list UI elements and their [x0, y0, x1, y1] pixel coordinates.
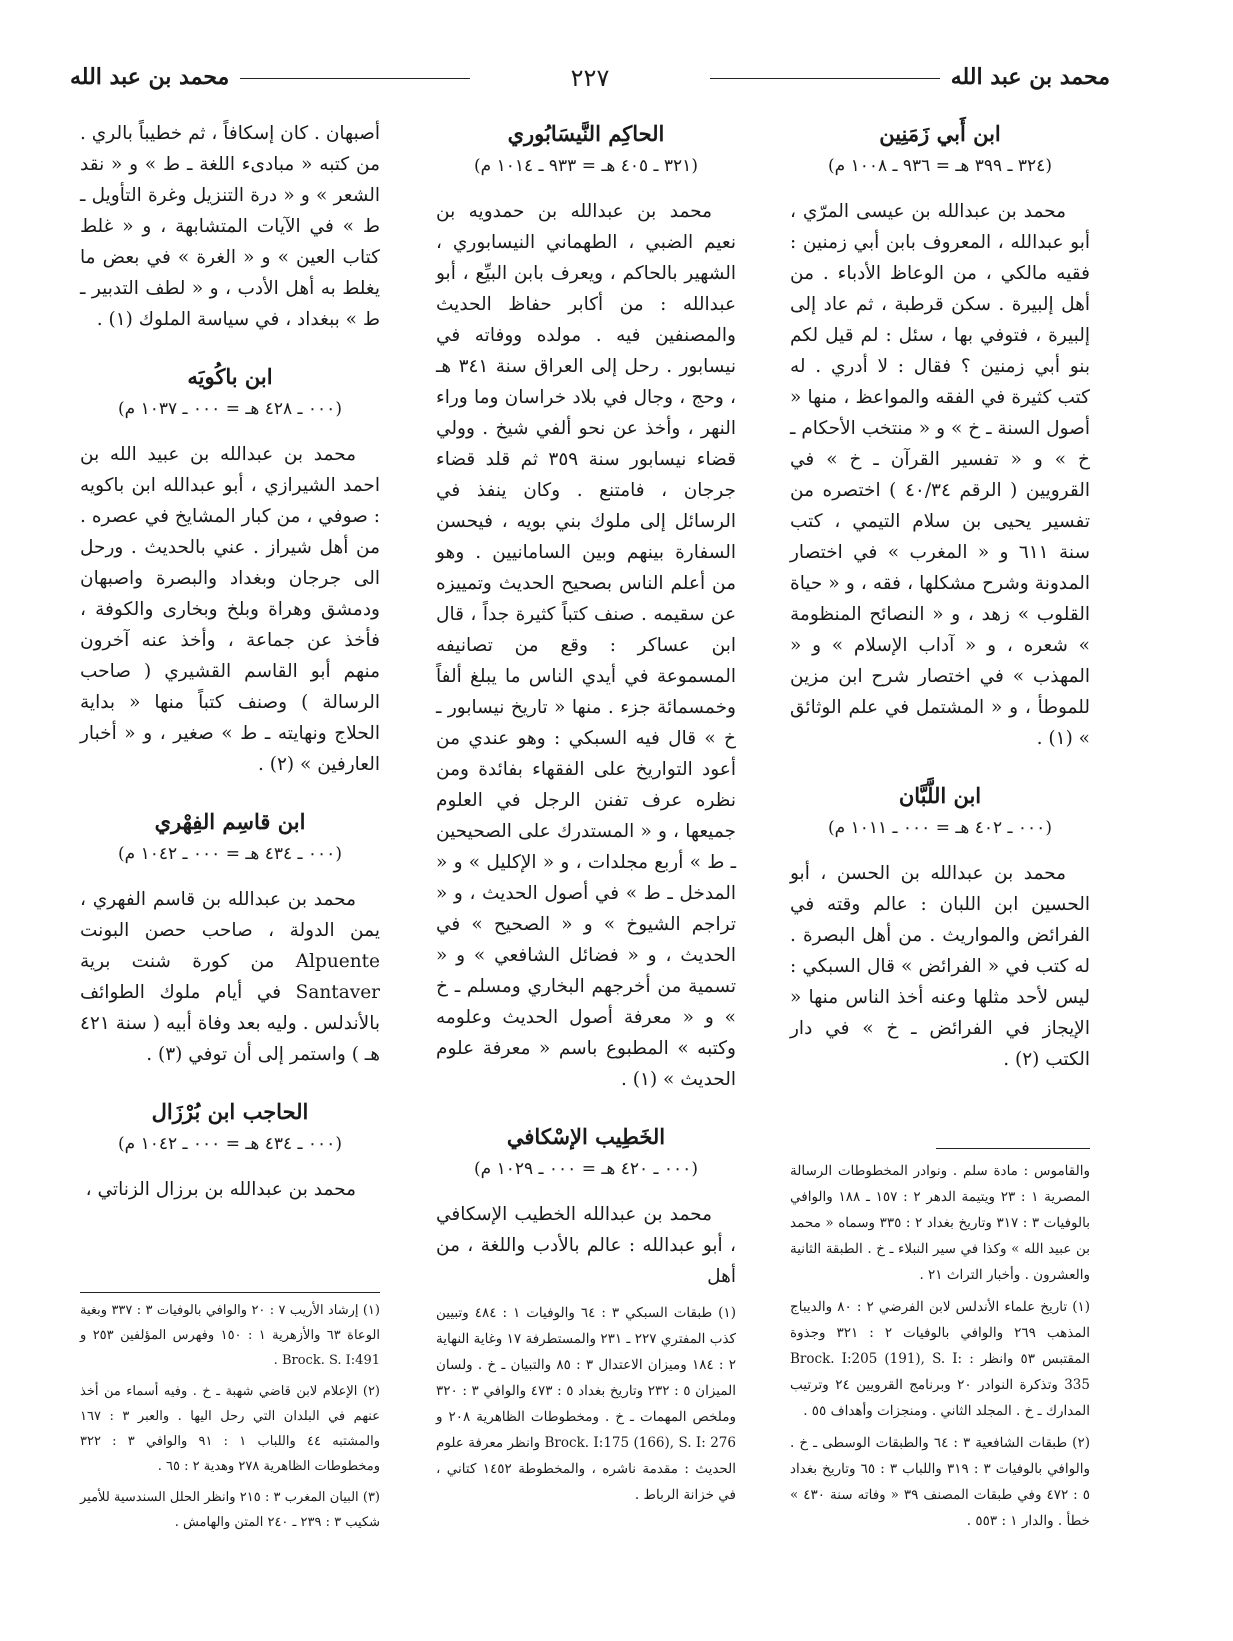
header-right-title: محمد بن عبد الله — [950, 64, 1110, 90]
entry-dates: (٠٠٠ ـ ٤٣٤ هـ = ٠٠٠ ـ ١٠٤٢ م) — [118, 1134, 342, 1154]
footnote-rule — [80, 1292, 380, 1293]
entry-body: محمد بن عبدالله بن حمدويه بن نعيم الضبي ، الطهماني النيسابوري ، الشهير بالحاكم ، ويعرف بابن البيِّع ، أبو عبدالله : من أكابر حفاظ الحديث والمصنفين فيه . مولده ووفاته في نيسابور . رحل إلى العراق سنة ٣٤١ هـ ، وحج ، وجال في بلاد خراسان وما وراء النهر ، وأخذ عن نحو ألفي شيخ . وولي قضاء نيسابور سنة ٣٥٩ ثم قلد قضاء جرجان ، فامتنع . وكان ينفذ في الرسائل إلى ملوك بني بويه ، فيحسن السفارة بينهم وبين السامانيين . وهو من أعلم الناس بصحيح الحديث وتمييزه عن سقيمه . صنف كتباً كثيرة جداً ، قال ابن عساكر : وقع من تصانيفه المسموعة في أيدي الناس ما يبلغ ألفاً وخمسمائة جزء . منها « تاريخ نيسابور ـ خ » قال فيه السبكي : وهو عندي من أعود التواريخ على الفقهاء بفائدة ومن نظره عرف تفنن الرجل في العلوم جميعها ، و « المستدرك على الصحيحين ـ ط » أربع مجلدات ، و « الإكليل » و « المدخل ـ ط » في أصول الحديث ، و « تراجم الشيوخ » و « الصحيح » في الحديث ، و « فضائل الشافعي » و « تسمية من أخرجهم البخاري ومسلم ـ خ » و « معرفة أصول الحديث وعلومه وكتبه » المطبوع باسم « معرفة علوم الحديث » (١) . — [436, 201, 736, 1090]
entry-dates: (٣٢٤ ـ ٣٩٩ هـ = ٩٣٦ ـ ١٠٠٨ م) — [828, 156, 1052, 176]
column-middle — [436, 118, 736, 1287]
footnote: (٢) الإعلام لابن قاضي شهبة ـ خ . وفيه أسماء من أخذ عنهم في البلدان التي رحل اليها . والعبر ٣ : ١٦٧ والمشتبه ٤٤ واللباب ١ : ٩١ والوافي ٣ : ٣٢٢ ومخطوطات الظاهرية ٢٧٨ وهدية ٢ : ٦٥ . — [80, 1384, 380, 1474]
footnote-rule — [936, 1148, 1090, 1149]
entry-title: الحاكِم النَّيسَابُوري — [507, 121, 665, 146]
footnotes-left — [80, 1298, 380, 1541]
entry-dates: (٠٠٠ ـ ٤٠٢ هـ = ٠٠٠ ـ ١٠١١ م) — [828, 818, 1052, 838]
footnote: (١) طبقات السبكي ٣ : ٦٤ والوفيات ١ : ٤٨٤ وتبيين كذب المفتري ٢٢٧ ـ ٢٣١ والمستطرفة ١٧ وغاية النهاية ٢ : ١٨٤ وميزان الاعتدال ٣ : ٨٥ والتبيان ـ خ . ولسان الميزان ٥ : ٢٣٢ وتاريخ بغداد ٥ : ٤٧٣ والوافي ٣ : ٣٢٠ وملخص المهمات ـ خ . ومخطوطات الظاهرية ٢٠٨ و Brock. I:175 (166), S. I: 276 وانظر معرفة علوم الحديث : مقدمة ناشره ، والمخطوطة ١٤٥٢ كتاني ، في خزانة الرباط . — [436, 1305, 737, 1503]
entry-title: ابن قاسِم الفِهْري — [154, 809, 306, 834]
page-number: ٢٢٧ — [559, 64, 622, 92]
entry-title: ابن باكُويَه — [187, 364, 273, 389]
footnote: والقاموس : مادة سلم . ونوادر المخطوطات الرسالة المصرية ١ : ٢٣ ويتيمة الدهر ٢ : ١٥٧ ـ ١٨٨ والوافي بالوفيات ٣ : ٣١٧ وتاريخ بغداد ٢ : ٣٣٥ وسماه « محمد بن عبيد الله » وكذا في سير النبلاء ـ خ . الطبقة الثانية والعشرون . وأخبار التراث ٢١ . — [790, 1163, 1090, 1283]
entry-body: محمد بن عبدالله بن عيسى المرّي ، أبو عبدالله ، المعروف بابن أبي زمنين : فقيه مالكي ، من الوعاظ الأدباء . من أهل إلبيرة . سكن قرطبة ، ثم عاد إلى إلبيرة ، فتوفي بها ، سئل : لم قيل لكم بنو أبي زمنين ؟ فقال : لا أدري . له كتب كثيرة في الفقه والمواعظ ، منها « أصول السنة ـ خ » و « منتخب الأحكام ـ خ » و « تفسير القرآن ـ خ » في القرويين ( الرقم ٤٠/٣٤ ) اختصره من تفسير يحيى بن سلام التيمي ، كتب سنة ٦١١ و « المغرب » في اختصار المدونة وشرح مشكلها ، فقه ، و « حياة القلوب » زهد ، و « النصائح المنظومة » شعره ، و « آداب الإسلام » و « المهذب » في اختصار شرح ابن مزين للموطأ ، و « المشتمل في علم الوثائق » (١) . — [790, 201, 1091, 749]
entry-title: ابن اللَّبَّان — [898, 783, 982, 808]
header-left-title: محمد بن عبد الله — [70, 64, 230, 90]
column-left — [80, 118, 380, 1258]
header-rule-left — [240, 78, 470, 79]
entry-title: الحاجب ابن بُرْزَال — [151, 1099, 309, 1124]
entry-body: محمد بن عبدالله بن عبيد الله بن احمد الشيرازي ، أبو عبدالله ابن باكويه : صوفي ، من كبار المشايخ في عصره . من أهل شيراز . عني بالحديث . ورحل الى جرجان وبغداد والبصرة واصبهان ودمشق وهراة وبلخ وبخارى والكوفة ، فأخذ عن جماعة ، وأخذ عنه آخرون منهم أبو القاسم القشيري ( صاحب الرسالة ) وصنف كتباً منها « بداية الحلاج ونهايته ـ ط » صغير ، و « أخبار العارفين » (٢) . — [80, 444, 380, 775]
footnote: (٣) البيان المغرب ٣ : ٢١٥ وانظر الحلل السندسية للأمير شكيب ٣ : ٢٣٩ ـ ٢٤٠ المتن والهامش . — [80, 1490, 380, 1530]
footnote: (٢) طبقات الشافعية ٣ : ٦٤ والطبقات الوسطى ـ خ . والوافي بالوفيات ٣ : ٣١٩ واللباب ٣ : ٦٥ وتاريخ بغداد ٥ : ٤٧٢ وفي طبقات المصنف ٣٩ « وفاته سنة ٤٣٠ » خطأ . والدار ١ : ٥٥٣ . — [790, 1435, 1090, 1529]
entry-title: الخَطِيب الإسْكافي — [506, 1124, 666, 1149]
entry-dates: (٠٠٠ ـ ٤٢٠ هـ = ٠٠٠ ـ ١٠٢٩ م) — [474, 1159, 698, 1179]
footnotes-right — [790, 1158, 1090, 1540]
footnotes-middle — [436, 1300, 736, 1514]
footnote: (١) تاريخ علماء الأندلس لابن الفرضي ٢ : ٨٠ والديباج المذهب ٢٦٩ والوافي بالوفيات ٢ : ٣٢١ وجذوة المقتبس ٥٣ وانظر : Brock. I:205 (191), S. I: 335 وتذكرة النوادر ٢٠ وبرنامج القرويين ٢٤ وترتيب المدارك ـ خ . المجلد الثاني . ومنجزات وأهداف ٥٥ . — [790, 1299, 1091, 1419]
entry-body: محمد بن عبدالله الخطيب الإسكافي ، أبو عبدالله : عالم بالأدب واللغة ، من أهل — [436, 1204, 736, 1287]
footnote: (١) إرشاد الأريب ٧ : ٢٠ والوافي بالوفيات ٣ : ٣٣٧ وبغية الوعاة ٦٣ والأزهرية ١ : ١٥٠ وفهرس المؤلفين ٢٥٣ و Brock. S. I:491 . — [80, 1303, 380, 1368]
entry-dates: (٣٢١ ـ ٤٠٥ هـ = ٩٣٣ ـ ١٠١٤ م) — [474, 156, 698, 176]
entry-body: محمد بن عبدالله بن الحسن ، أبو الحسين ابن اللبان : عالم وقته في الفرائض والمواريث . من أهل البصرة . له كتب في « الفرائض » قال السبكي : ليس لأحد مثلها وعنه أخذ الناس منها « الإيجاز في الفرائض ـ خ » في دار الكتب (٢) . — [790, 863, 1090, 1070]
entry-body: محمد بن عبدالله بن برزال الزناتي ، — [85, 1179, 356, 1200]
entry-dates: (٠٠٠ ـ ٤٣٤ هـ = ٠٠٠ ـ ١٠٤٢ م) — [118, 844, 342, 864]
entry-continuation: أصبهان . كان إسكافاً ، ثم خطيباً بالري . من كتبه « مبادىء اللغة ـ ط » و « نقد الشعر » و « درة التنزيل وغرة التأويل ـ ط » في الآيات المتشابهة ، و « غلط كتاب العين » و « الغرة » في بعض ما يغلط به أهل الأدب ، و « لطف التدبير ـ ط » ببغداد ، في سياسة الملوك (١) . — [80, 123, 380, 330]
entry-title: ابن أَبي زَمَنِين — [879, 121, 1001, 146]
header-rule-right — [710, 78, 940, 79]
column-right — [790, 118, 1090, 1298]
entry-dates: (٠٠٠ ـ ٤٢٨ هـ = ٠٠٠ ـ ١٠٣٧ م) — [118, 399, 342, 419]
running-header — [70, 64, 1110, 98]
entry-body: محمد بن عبدالله بن قاسم الفهري ، يمن الدولة ، صاحب حصن البونت Alpuente من كورة شنت برية Santaver في أيام ملوك الطوائف بالأندلس . وليه بعد وفاة أبيه ( سنة ٤٢١ هـ ) واستمر إلى أن توفي (٣) . — [80, 889, 380, 1065]
